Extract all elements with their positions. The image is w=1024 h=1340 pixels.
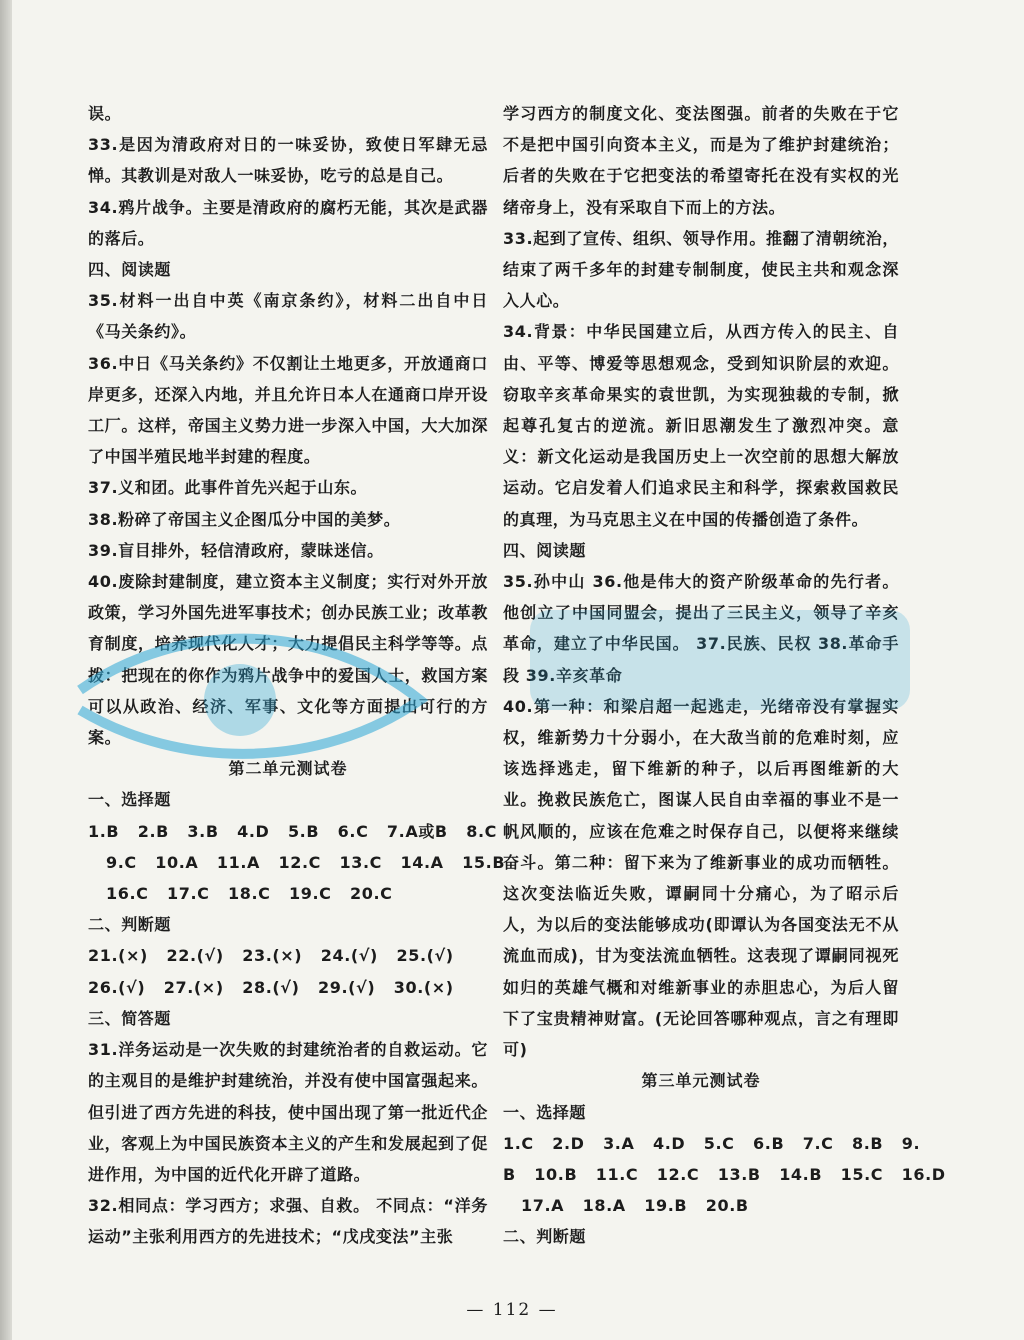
left-column <box>88 98 506 1253</box>
answer-37: 37.义和团。此事件首先兴起于山东。 <box>88 478 368 498</box>
tf-answer-row: 26.(√) 27.(×) 28.(√) 29.(√) 30.(×) <box>88 977 454 997</box>
section-reading: 四、阅读题 <box>88 260 172 280</box>
section-multiple-choice: 一、选择题 <box>503 1102 587 1122</box>
mc-answer-row: 1.B 2.B 3.B 4.D 5.B 6.C 7.A或B 8.C <box>88 821 497 841</box>
page-number: — 112 — <box>466 1300 558 1320</box>
mc-answer-row: B 10.B 11.C 12.C 13.B 14.B 15.C 16.D <box>503 1164 946 1184</box>
section-short-answer: 三、简答题 <box>88 1008 172 1028</box>
mc-answer-row: 1.C 2.D 3.A 4.D 5.C 6.B 7.C 8.B 9. <box>503 1133 921 1153</box>
answer-32: 32.相同点：学习西方；求强、自救。 不同点：“洋务运动”主张利用西方的先进技术；“戊戌变法”主张 <box>88 1196 488 1247</box>
answer-36: 36.中日《马关条约》不仅割让土地更多，开放通商口岸更多，还深入内地，并且允许日本人在通商口岸开设工厂。这样，帝国主义势力进一步深入中国，大大加深了中国半殖民地半封建的程度。 <box>88 353 488 467</box>
answer-39: 39.盲目排外，轻信清政府，蒙昧迷信。 <box>88 540 384 560</box>
section-true-false: 二、判断题 <box>88 915 172 935</box>
mc-answer-row: 9.C 10.A 11.A 12.C 13.C 14.A 15.B <box>106 852 506 872</box>
answer-40: 40.第一种：和梁启超一起逃走，光绪帝没有掌握实权，维新势力十分弱小，在大敌当前的危难时刻，应该选择逃走，留下维新的种子，以后再图维新的大业。挽救民族危亡，图谋人民自由幸福的事业不是一帆风顺的，应该在危难之时保存自己，以便将来继续奋斗。第二种：留下来为了维新事业的成功而牺牲。这次变法临近失败，谭嗣同十分痛心，为了昭示后人，为以后的变法能够成功(即谭认为各国变法无不从流血而成)，甘为变法流血牺牲。这表现了谭嗣同视死如归的英雄气概和对维新事业的赤胆忠心，为后人留下了宝贵精神财富。(无论回答哪种观点，言之有理即可) <box>503 696 899 1060</box>
answer-line: 误。 <box>88 104 122 123</box>
unit3-title: 第三单元测试卷 <box>641 1071 761 1091</box>
answer-35: 35.材料一出自中英《南京条约》，材料二出自中日《马关条约》。 <box>88 291 488 342</box>
section-reading: 四、阅读题 <box>503 540 587 560</box>
answer-34: 34.鸦片战争。主要是清政府的腐朽无能，其次是武器的落后。 <box>88 197 488 248</box>
section-true-false: 二、判断题 <box>503 1227 587 1247</box>
answer-34: 34.背景：中华民国建立后，从西方传入的民主、自由、平等、博爱等思想观念，受到知识阶层的欢迎。窃取辛亥革命果实的袁世凯，为实现独裁的专制，掀起尊孔复古的逆流。新旧思潮发生了激烈冲突。意义：新文化运动是我国历史上一次空前的思想大解放运动。它启发着人们追求民主和科学，探索救国救民的真理，为马克思主义在中国的传播创造了条件。 <box>503 322 899 529</box>
answer-31: 31.洋务运动是一次失败的封建统治者的自救运动。它的主观目的是维护封建统治，并没有使中国富强起来。但引进了西方先进的科技，使中国出现了第一批近代企业，客观上为中国民族资本主义的产生和发展起到了促进作用，为中国的近代化开辟了道路。 <box>88 1040 488 1184</box>
answer-38: 38.粉碎了帝国主义企图瓜分中国的美梦。 <box>88 509 401 529</box>
book-spine-shadow <box>0 0 12 1340</box>
right-column <box>503 98 946 1253</box>
unit2-title: 第二单元测试卷 <box>228 759 348 779</box>
section-multiple-choice: 一、选择题 <box>88 790 172 810</box>
answer-32-continued: 学习西方的制度文化、变法图强。前者的失败在于它不是把中国引向资本主义，而是为了维护封建统治；后者的失败在于它把变法的希望寄托在没有实权的光绪帝身上，没有采取自下而上的方法。 <box>503 104 899 217</box>
mc-answer-row: 17.A 18.A 19.B 20.B <box>521 1196 749 1216</box>
answer-33: 33.是因为清政府对日的一味妥协，致使日军肆无忌惮。其教训是对敌人一味妥协，吃亏的总是自己。 <box>88 135 488 186</box>
mc-answer-row: 16.C 17.C 18.C 19.C 20.C <box>106 884 393 904</box>
answer-33: 33.起到了宣传、组织、领导作用。推翻了清朝统治，结束了两千多年的封建专制制度，使民主共和观念深入人心。 <box>503 228 899 311</box>
answer-40: 40.废除封建制度，建立资本主义制度；实行对外开放政策，学习外国先进军事技术；创办民族工业；改革教育制度，培养现代化人才；大力提倡民主科学等等。点拨：把现在的你作为鸦片战争中的爱国人士，救国方案可以从政治、经济、军事、文化等方面提出可行的方案。 <box>88 572 488 748</box>
tf-answer-row: 21.(×) 22.(√) 23.(×) 24.(√) 25.(√) <box>88 946 454 966</box>
answers-35-39: 35.孙中山 36.他是伟大的资产阶级革命的先行者。他创立了中国同盟会，提出了三民主义，领导了辛亥革命，建立了中华民国。 37.民族、民权 38.革命手段 39.辛亥革命 <box>503 572 899 685</box>
